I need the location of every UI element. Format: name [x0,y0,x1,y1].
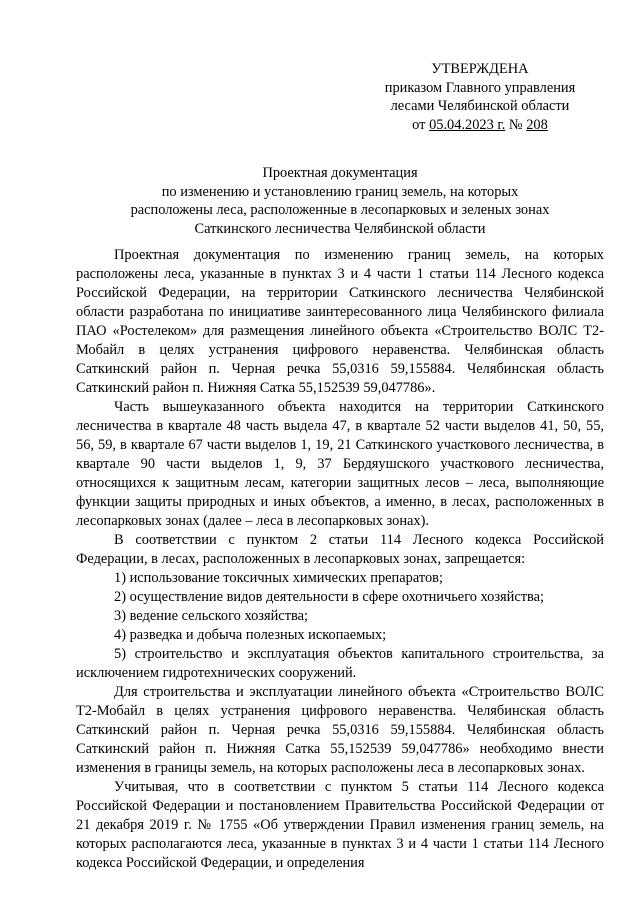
title-line-3: расположены леса, расположенные в лесопарковых и зеленых зонах [130,202,550,218]
paragraph-considering: Учитывая, что в соответствии с пунктом 5 статьи 114 Лесного кодекса Российской Федерации и постановлением Правительства Российской Федерации от 21 декабря 2019 г. № 1755 «Об утверждении Правил изменения границ земель, на которых располагаются леса, указанные в пунктах 3 и 4 части 1 статьи 114 Лесного кодекса Российской Федерации, и определения [76,779,604,871]
paragraph-location: Часть вышеуказанного объекта находится на территории Саткинского лесничества в квартале 48 часть выдела 47, в квартале 52 части выделов 41, 50, 55, 56, 59, в квартале 67 части выделов 1, 19, 21 Саткинского участкового лесничества, в квартале 90 части выделов 1, 9, 37 Бердяушского участкового лесничества, относящихся к защитным лесам, категории защитных лесов – леса, выполняющие функции защиты природных и иных объектов, а именно, в лесах, расположенных в лесопарковых зонах (далее – леса в лесопарковых зонах). [76,399,604,529]
list-item-2: 2) осуществление видов деятельности в сфере охотничьего хозяйства; [114,589,545,605]
approval-date-line [340,116,620,135]
title-line-4: Саткинского лесничества Челябинской области [194,220,486,237]
number-prefix: № [505,116,527,133]
document-title [76,164,604,238]
approval-heading: УТВЕРЖДЕНА [431,61,529,77]
title-line-1: Проектная документация [262,165,418,181]
paragraph-intro: Проектная документация по изменению границ земель, на которых расположены леса, указанные в пунктах 3 и 4 части 1 статьи 114 Лесного кодекса Российской Федерации, на территории Саткинского лесничества Челябинской области разработана по инициативе заинтересованного лица Челябинского филиала ПАО «Ростелеком» для размещения линейного объекта «Строительство ВОЛС Т2-Мобайл в целях устранения цифрового неравенства. Челябинская область Саткинский район п. Черная речка 55,0316 59,155884. Челябинская область Саткинский район п. Нижняя Сатка 55,152539 59,047786». [76,247,604,396]
approval-number: 208 [526,116,548,133]
title-line-2: по изменению и установлению границ земель, на которых [161,183,519,200]
paragraph-construction: Для строительства и эксплуатации линейного объекта «Строительство ВОЛС Т2-Мобайл в целях устранения цифрового неравенства. Челябинская область Саткинский район п. Черная речка 55,0316 59,155884. Челябинская область Саткинский район п. Нижняя Сатка 55,152539 59,047786» необходимо внести изменения в границы земель, на которых расположены леса в лесопарковых зонах. [76,684,604,776]
document-body [76,246,604,873]
approval-date: 05.04.2023 г. [429,116,506,133]
approval-line-1: приказом Главного управления [384,79,576,96]
list-item-4: 4) разведка и добыча полезных ископаемых; [114,627,387,643]
approval-stamp [340,60,620,134]
list-item-3: 3) ведение сельского хозяйства; [114,608,308,624]
date-prefix: от [412,116,430,133]
list-item-5: 5) строительство и эксплуатация объектов капитального строительства, за исключением гидротехнических сооружений. [76,646,604,681]
list-item-1: 1) использование токсичных химических препаратов; [114,570,443,586]
approval-line-2: лесами Челябинской области [390,98,570,114]
paragraph-prohibitions-lead: В соответствии с пунктом 2 статьи 114 Лесного кодекса Российской Федерации, в лесах, расположенных в лесопарковых зонах, запрещается: [76,532,604,567]
